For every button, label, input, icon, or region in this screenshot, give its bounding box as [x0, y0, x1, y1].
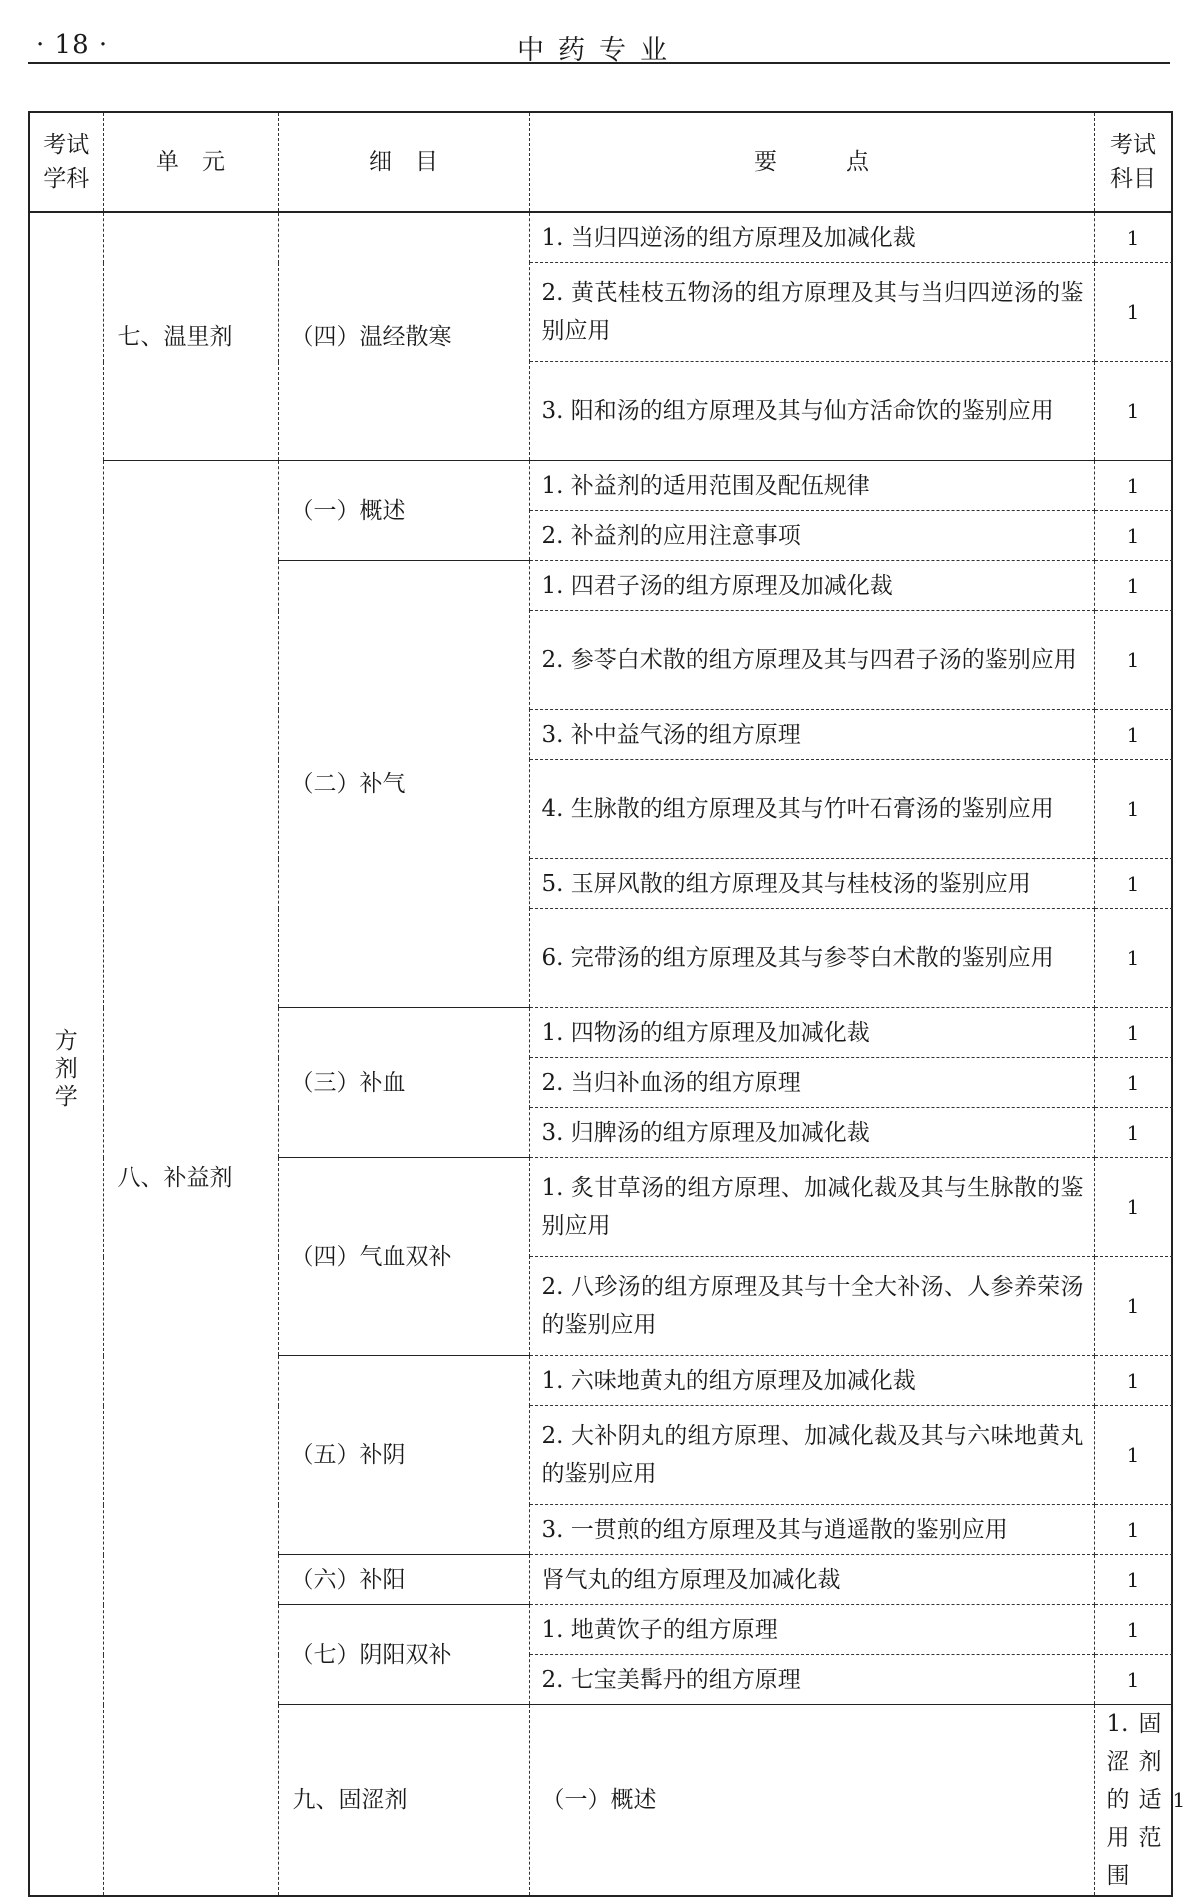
point-cell: 2. 八珍汤的组方原理及其与十全大补汤、人参养荣汤的鉴别应用 — [529, 1257, 1094, 1356]
header-level-line: 科目 — [1110, 166, 1156, 192]
subject-cell — [29, 212, 103, 1896]
point-cell: 2. 七宝美髯丹的组方原理 — [529, 1655, 1094, 1705]
level-cell: 1 — [1094, 760, 1172, 859]
point-cell: 3. 阳和汤的组方原理及其与仙方活命饮的鉴别应用 — [529, 362, 1094, 461]
level-cell: 1 — [1094, 859, 1172, 909]
point-cell: 1. 地黄饮子的组方原理 — [529, 1605, 1094, 1655]
table-row — [29, 212, 1172, 263]
level-cell: 1 — [1094, 461, 1172, 511]
level-cell: 1 — [1094, 561, 1172, 611]
level-cell: 1 — [1094, 1356, 1172, 1406]
level-cell: 1 — [1094, 1257, 1172, 1356]
level-cell: 1 — [1094, 1158, 1172, 1257]
detail-cell: （六）补阳 — [278, 1555, 529, 1605]
level-cell: 1 — [1094, 1655, 1172, 1705]
level-cell: 1 — [1094, 1406, 1172, 1505]
syllabus-table — [28, 111, 1186, 1897]
detail-cell: （四）温经散寒 — [278, 212, 529, 461]
header-unit: 单 元 — [103, 112, 278, 212]
level-cell: 1 — [1094, 710, 1172, 760]
detail-cell: （三）补血 — [278, 1008, 529, 1158]
page-number: · 18 · — [36, 30, 109, 60]
point-cell: 2. 补益剂的应用注意事项 — [529, 511, 1094, 561]
point-cell: 3. 归脾汤的组方原理及加减化裁 — [529, 1108, 1094, 1158]
level-cell: 1 — [1094, 1108, 1172, 1158]
level-cell: 1 — [1094, 1505, 1172, 1555]
level-cell: 1 — [1094, 362, 1172, 461]
level-cell: 1 — [1094, 611, 1172, 710]
detail-cell: （五）补阴 — [278, 1356, 529, 1555]
level-cell: 1 — [1094, 511, 1172, 561]
unit-cell: 八、补益剂 — [103, 461, 278, 1897]
level-cell: 1 — [1094, 212, 1172, 263]
unit-cell: 七、温里剂 — [103, 212, 278, 461]
table-row — [29, 461, 1172, 511]
header-level — [1094, 112, 1172, 212]
point-cell: 2. 大补阴丸的组方原理、加减化裁及其与六味地黄丸的鉴别应用 — [529, 1406, 1094, 1505]
subject-char: 剂 — [54, 1056, 78, 1082]
point-cell: 6. 完带汤的组方原理及其与参苓白术散的鉴别应用 — [529, 909, 1094, 1008]
level-cell: 1 — [1094, 263, 1172, 362]
page-header — [28, 22, 1170, 66]
point-cell: 3. 补中益气汤的组方原理 — [529, 710, 1094, 760]
header-detail: 细 目 — [278, 112, 529, 212]
subject-char: 方 — [54, 1028, 78, 1054]
point-cell: 1. 四物汤的组方原理及加减化裁 — [529, 1008, 1094, 1058]
level-cell: 1 — [1094, 1008, 1172, 1058]
point-cell: 1. 炙甘草汤的组方原理、加减化裁及其与生脉散的鉴别应用 — [529, 1158, 1094, 1257]
subject-char: 学 — [54, 1084, 78, 1110]
table-row: 九、固涩剂 （一）概述 1. 固涩剂的适用范围 1 — [29, 1705, 1172, 1897]
header-subject-line: 学科 — [43, 166, 90, 192]
point-cell: 1. 四君子汤的组方原理及加减化裁 — [529, 561, 1094, 611]
point-cell: 2. 当归补血汤的组方原理 — [529, 1058, 1094, 1108]
point-cell: 1. 固涩剂的适用范围 — [1094, 1705, 1172, 1897]
detail-cell: （七）阴阳双补 — [278, 1605, 529, 1705]
header-subject-line: 考试 — [43, 132, 90, 158]
point-cell: 5. 玉屏风散的组方原理及其与桂枝汤的鉴别应用 — [529, 859, 1094, 909]
header-rule — [28, 62, 1170, 64]
point-cell: 肾气丸的组方原理及加减化裁 — [529, 1555, 1094, 1605]
unit-cell: 九、固涩剂 — [278, 1705, 529, 1897]
header-subject — [29, 112, 103, 212]
detail-cell: （一）概述 — [278, 461, 529, 561]
running-title: 中药专业 — [517, 35, 681, 66]
table-header-row — [29, 112, 1172, 212]
header-points: 要 点 — [529, 112, 1094, 212]
header-level-line: 考试 — [1110, 132, 1156, 158]
point-cell: 1. 当归四逆汤的组方原理及加减化裁 — [529, 212, 1094, 263]
point-cell: 1. 补益剂的适用范围及配伍规律 — [529, 461, 1094, 511]
detail-cell: （一）概述 — [529, 1705, 1094, 1897]
detail-cell: （二）补气 — [278, 561, 529, 1008]
level-cell: 1 — [1094, 1058, 1172, 1108]
point-cell: 4. 生脉散的组方原理及其与竹叶石膏汤的鉴别应用 — [529, 760, 1094, 859]
point-cell: 3. 一贯煎的组方原理及其与逍遥散的鉴别应用 — [529, 1505, 1094, 1555]
point-cell: 2. 黄芪桂枝五物汤的组方原理及其与当归四逆汤的鉴别应用 — [529, 263, 1094, 362]
point-cell: 1. 六味地黄丸的组方原理及加减化裁 — [529, 1356, 1094, 1406]
level-cell: 1 — [1094, 1555, 1172, 1605]
level-cell: 1 — [1094, 1605, 1172, 1655]
detail-cell: （四）气血双补 — [278, 1158, 529, 1356]
point-cell: 2. 参苓白术散的组方原理及其与四君子汤的鉴别应用 — [529, 611, 1094, 710]
level-cell: 1 — [1094, 909, 1172, 1008]
